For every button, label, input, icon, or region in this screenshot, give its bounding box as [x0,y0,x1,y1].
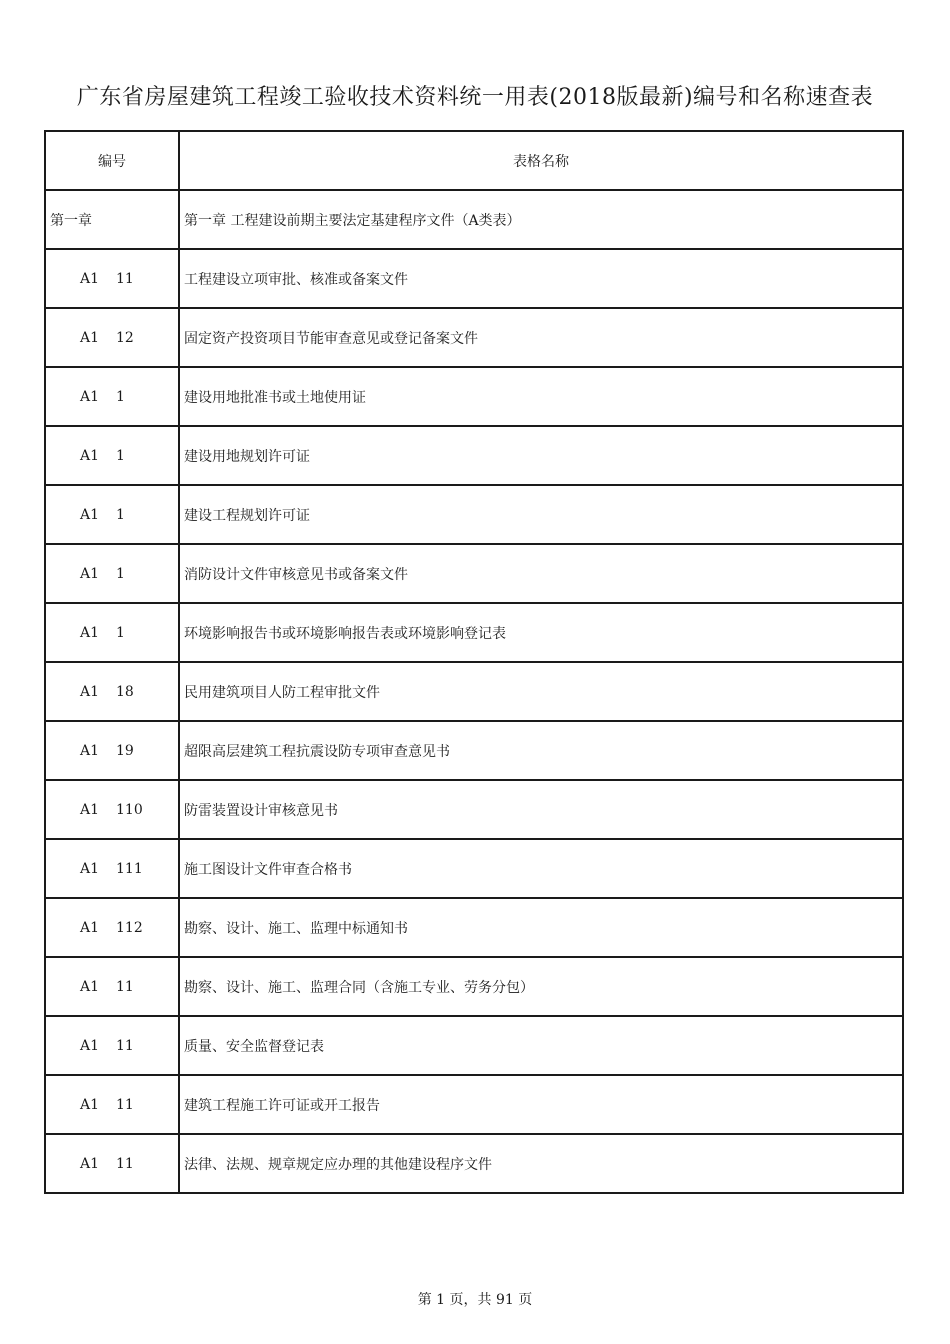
chapter-name: 第一章 工程建设前期主要法定基建程序文件（A类表） [179,190,903,249]
form-code [45,839,179,898]
form-code [45,1134,179,1193]
form-code-number: 11 [116,978,134,995]
form-name: 勘察、设计、施工、监理合同（含施工专业、劳务分包） [179,957,903,1016]
form-code [45,544,179,603]
form-code-prefix: A1 [80,683,100,700]
form-code [45,367,179,426]
form-name: 建设工程规划许可证 [179,485,903,544]
form-code-number: 11 [116,1037,134,1054]
form-code-number: 19 [116,742,134,759]
form-code [45,308,179,367]
form-name: 固定资产投资项目节能审查意见或登记备案文件 [179,308,903,367]
header-code: 编号 [45,131,179,190]
table-row [45,839,903,898]
form-code [45,957,179,1016]
table-row [45,249,903,308]
form-index-table [44,130,904,1194]
form-code-prefix: A1 [80,388,100,405]
form-code [45,485,179,544]
form-code [45,426,179,485]
form-code-prefix: A1 [80,270,100,287]
table-row [45,308,903,367]
form-name: 质量、安全监督登记表 [179,1016,903,1075]
form-code-prefix: A1 [80,978,100,995]
table-row [45,1075,903,1134]
form-code-number: 1 [116,447,125,464]
table-row [45,485,903,544]
form-name: 环境影响报告书或环境影响报告表或环境影响登记表 [179,603,903,662]
form-code-number: 1 [116,565,125,582]
table-row [45,544,903,603]
form-code [45,780,179,839]
form-name: 建设用地规划许可证 [179,426,903,485]
form-name: 建筑工程施工许可证或开工报告 [179,1075,903,1134]
header-name: 表格名称 [179,131,903,190]
form-code-prefix: A1 [80,506,100,523]
table-row [45,721,903,780]
table-row [45,780,903,839]
form-code-prefix: A1 [80,447,100,464]
form-name: 超限高层建筑工程抗震设防专项审查意见书 [179,721,903,780]
form-name: 勘察、设计、施工、监理中标通知书 [179,898,903,957]
form-code-prefix: A1 [80,624,100,641]
form-code [45,1016,179,1075]
form-code [45,249,179,308]
form-code [45,898,179,957]
form-code-number: 11 [116,1155,134,1172]
page-footer: 第 1 页，共 91 页 [417,1292,533,1308]
form-code-number: 18 [116,683,134,700]
form-code-number: 11 [116,1096,134,1113]
table-row [45,1134,903,1193]
form-code-prefix: A1 [80,919,100,936]
table-row [45,662,903,721]
chapter-row [45,190,903,249]
form-code-number: 1 [116,624,125,641]
chapter-code: 第一章 [45,190,179,249]
form-code-number: 111 [116,860,143,877]
form-code-prefix: A1 [80,1037,100,1054]
form-code-prefix: A1 [80,801,100,818]
form-code-number: 110 [116,801,143,818]
form-code-prefix: A1 [80,742,100,759]
form-code-number: 1 [116,388,125,405]
form-code [45,603,179,662]
table-row [45,957,903,1016]
table-row [45,426,903,485]
form-code-prefix: A1 [80,860,100,877]
form-code-prefix: A1 [80,329,100,346]
form-code-number: 11 [116,270,134,287]
form-code-prefix: A1 [80,1096,100,1113]
form-code-number: 112 [116,919,143,936]
form-name: 防雷装置设计审核意见书 [179,780,903,839]
form-code-prefix: A1 [80,1155,100,1172]
form-code [45,1075,179,1134]
document-title: 广东省房屋建筑工程竣工验收技术资料统一用表(2018版最新)编号和名称速查表 [76,85,874,110]
form-name: 民用建筑项目人防工程审批文件 [179,662,903,721]
table-row [45,898,903,957]
form-name: 法律、法规、规章规定应办理的其他建设程序文件 [179,1134,903,1193]
form-code [45,662,179,721]
table-header-row [45,131,903,190]
form-code-number: 1 [116,506,125,523]
form-code [45,721,179,780]
form-code-prefix: A1 [80,565,100,582]
form-code-number: 12 [116,329,134,346]
form-name: 工程建设立项审批、核准或备案文件 [179,249,903,308]
form-name: 建设用地批准书或土地使用证 [179,367,903,426]
table-row [45,1016,903,1075]
form-name: 消防设计文件审核意见书或备案文件 [179,544,903,603]
form-name: 施工图设计文件审查合格书 [179,839,903,898]
table-row [45,367,903,426]
table-row [45,603,903,662]
